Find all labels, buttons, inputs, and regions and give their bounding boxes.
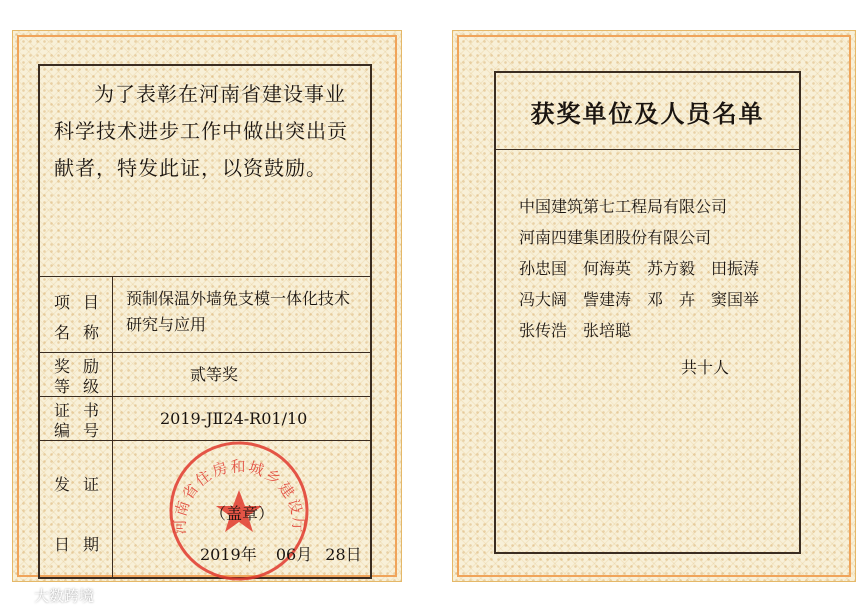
winners-frame bbox=[494, 71, 801, 554]
label-char: 证 bbox=[54, 401, 72, 420]
project-label bbox=[40, 276, 112, 352]
label-char: 奖 bbox=[54, 357, 72, 376]
names-row bbox=[519, 253, 759, 284]
watermark bbox=[8, 585, 94, 606]
cert-number-value: 2019-JⅡ24-R01/10 bbox=[160, 409, 308, 428]
winner-name: 苏方毅 bbox=[647, 259, 696, 278]
commendation-text bbox=[54, 76, 362, 187]
names-row bbox=[519, 315, 759, 346]
label-char: 期 bbox=[82, 535, 100, 554]
label-char: 证 bbox=[82, 475, 100, 494]
cert-number-label bbox=[40, 396, 112, 440]
winners-list bbox=[519, 191, 759, 346]
winners-title: 获奖单位及人员名单 bbox=[496, 73, 799, 150]
winning-unit: 中国建筑第七工程局有限公司 bbox=[519, 197, 728, 216]
issue-month: 06月 bbox=[275, 545, 313, 564]
issue-day: 28日 bbox=[325, 545, 362, 564]
label-char: 级 bbox=[82, 377, 100, 396]
project-value bbox=[126, 286, 350, 338]
winning-unit: 河南四建集团股份有限公司 bbox=[519, 228, 712, 247]
certificate-left-page bbox=[12, 30, 402, 582]
label-char: 称 bbox=[82, 323, 100, 342]
label-char: 发 bbox=[54, 475, 72, 494]
watermark-logo-icon bbox=[8, 588, 30, 604]
award-label bbox=[40, 352, 112, 396]
watermark-text: 大数跨境 bbox=[34, 587, 95, 605]
label-char: 等 bbox=[54, 377, 72, 396]
column-divider bbox=[112, 276, 113, 579]
commendation-line-2: 科学技术进步工作中做出突出贡 bbox=[54, 119, 348, 143]
certificate-right-page bbox=[452, 30, 856, 582]
project-value-line-1: 预制保温外墙免支模一体化技术 bbox=[126, 289, 351, 308]
label-char: 目 bbox=[82, 293, 100, 312]
label-char: 号 bbox=[82, 421, 100, 440]
certificate-frame bbox=[38, 64, 372, 579]
winner-name: 邓 卉 bbox=[647, 290, 696, 309]
label-char: 日 bbox=[54, 535, 72, 554]
seal-text: 河南省住房和城乡建设厅 bbox=[170, 457, 308, 535]
winner-name: 訾建涛 bbox=[583, 290, 632, 309]
project-value-line-2: 研究与应用 bbox=[126, 315, 207, 334]
stamp-mark: （盖章） bbox=[210, 504, 275, 523]
label-char: 书 bbox=[82, 401, 100, 420]
names-row bbox=[519, 284, 759, 315]
issue-year: 2019年 bbox=[200, 545, 257, 564]
label-char: 编 bbox=[54, 421, 72, 440]
label-char: 励 bbox=[82, 357, 100, 376]
winner-name: 窦国举 bbox=[711, 290, 760, 309]
winners-total: 共十人 bbox=[681, 358, 730, 377]
winner-name: 冯大阔 bbox=[519, 290, 568, 309]
issue-date bbox=[200, 542, 362, 565]
winner-name: 孙忠国 bbox=[519, 259, 568, 278]
winner-name: 张培聪 bbox=[583, 321, 632, 340]
award-value: 贰等奖 bbox=[190, 365, 239, 384]
winner-name: 田振涛 bbox=[711, 259, 760, 278]
label-char: 名 bbox=[54, 323, 72, 342]
label-char: 项 bbox=[54, 293, 72, 312]
commendation-line-3: 献者，特发此证，以资鼓励。 bbox=[54, 156, 327, 180]
winner-name: 何海英 bbox=[583, 259, 632, 278]
issue-date-label bbox=[40, 440, 112, 579]
commendation-line-1: 为了表彰在河南省建设事业 bbox=[94, 82, 346, 106]
winner-name: 张传浩 bbox=[519, 321, 568, 340]
